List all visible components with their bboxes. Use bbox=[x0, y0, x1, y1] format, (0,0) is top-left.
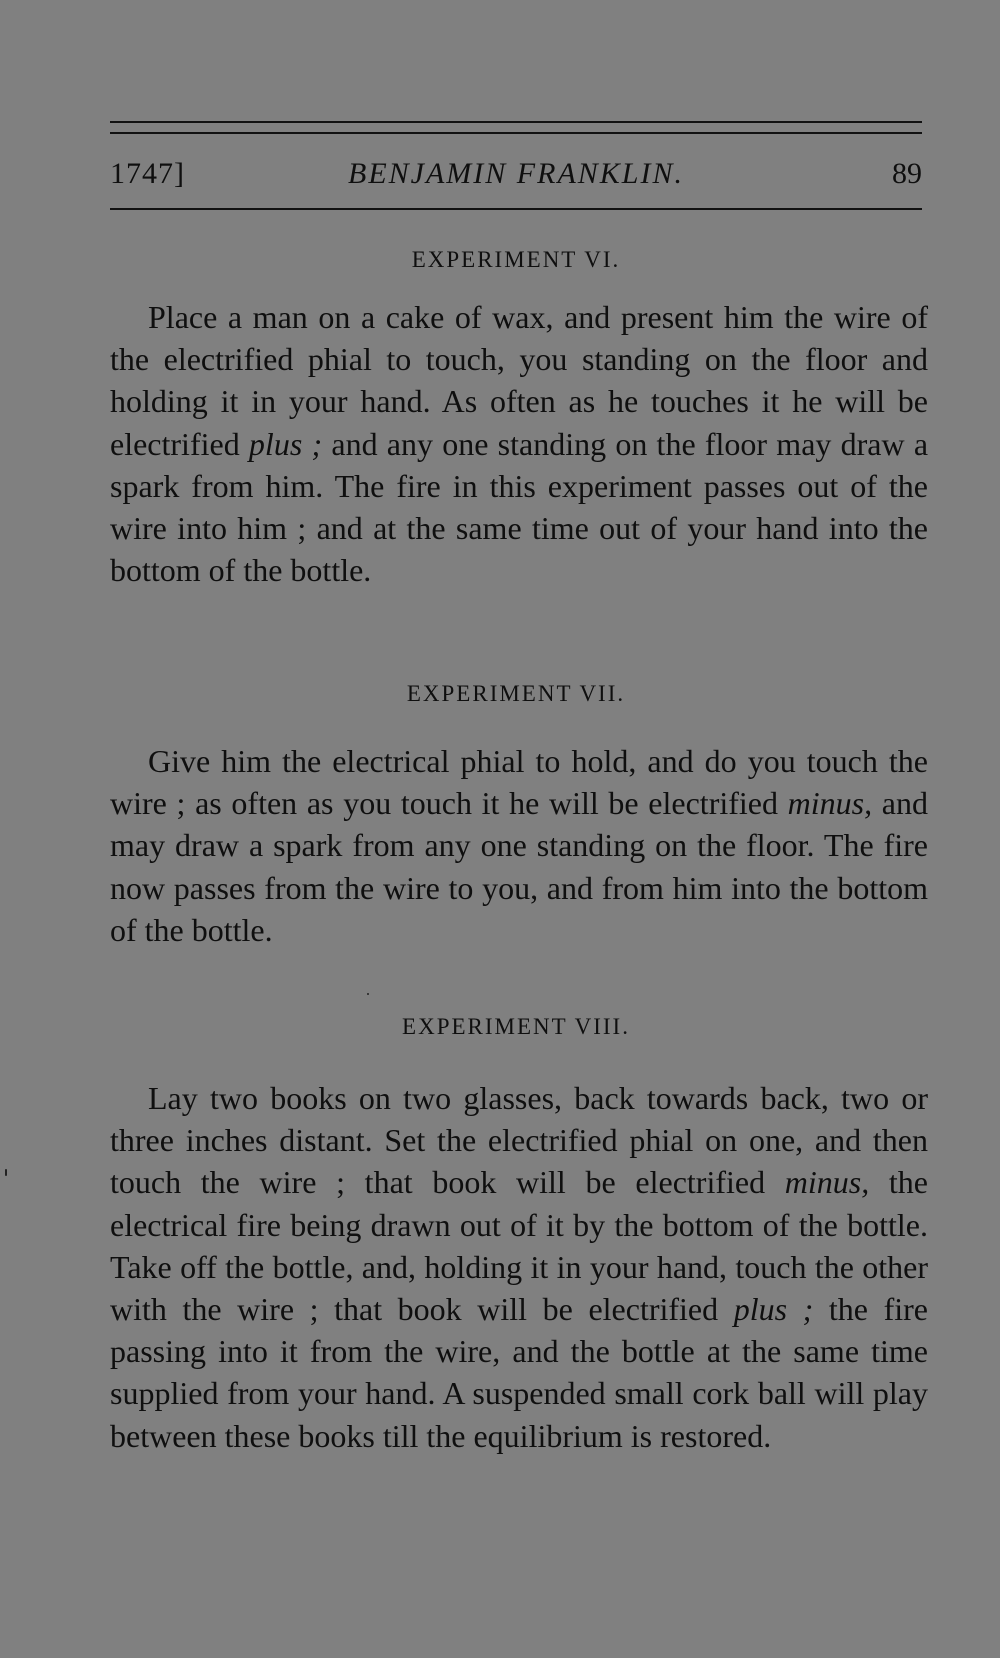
paragraph-text: Lay two books on two glasses, back towards back, two or three inches distant. Set the electrified phial on one, and then touch the wire ; that book will be electrified bbox=[110, 1080, 928, 1201]
scan-speck bbox=[367, 993, 369, 995]
running-head-title: BENJAMIN FRANKLIN. bbox=[348, 157, 684, 190]
experiment-heading: EXPERIMENT VII. bbox=[406, 681, 626, 706]
experiment-heading: EXPERIMENT VI. bbox=[411, 247, 621, 272]
italic-term: plus ; bbox=[248, 425, 323, 462]
experiment-paragraph bbox=[110, 740, 928, 951]
running-head bbox=[110, 154, 922, 194]
experiment-paragraph bbox=[110, 1077, 928, 1457]
paragraph-text: the electrical fire being drawn out of it by the bottom of the bottle. Take off the bottle, and, holding it in your hand, touch the other with the wire ; that book will be electrified bbox=[110, 1164, 929, 1328]
scan-speck bbox=[5, 1169, 7, 1176]
paragraph-text: and any one standing on the floor may draw a spark from him. The fire in this experiment passes out of the wire into him ; and at the same time out of your hand into the bottom of the bottle. bbox=[110, 425, 929, 589]
italic-term: minus, bbox=[784, 1164, 870, 1201]
running-head-year: 1747] bbox=[110, 157, 185, 190]
paragraph-text: Give him the electrical phial to hold, and do you touch the wire ; as often as you touch it he will be electrified bbox=[110, 743, 928, 822]
header-rule bbox=[110, 208, 922, 210]
top-rule-inner bbox=[110, 132, 922, 134]
top-rule bbox=[110, 121, 922, 123]
experiment-heading: EXPERIMENT VIII. bbox=[402, 1014, 630, 1039]
experiment-paragraph bbox=[110, 296, 928, 591]
page-number: 89 bbox=[892, 157, 922, 190]
italic-term: plus ; bbox=[733, 1291, 814, 1328]
paragraph-text: the fire passing into it from the wire, and the bottle at the same time supplied from your hand. A suspended small cork ball will play between these books till the equilibrium is restored. bbox=[110, 1291, 929, 1454]
paragraph-text: and may draw a spark from any one standing on the floor. The fire now passes from the wire to you, and from him into the bottom of the bottle. bbox=[110, 785, 929, 948]
paragraph-text: Place a man on a cake of wax, and present him the wire of the electrified phial to touch, you standing on the floor and holding it in your hand. As often as he touches it he will be electrified bbox=[110, 299, 928, 462]
italic-term: minus, bbox=[787, 785, 873, 822]
